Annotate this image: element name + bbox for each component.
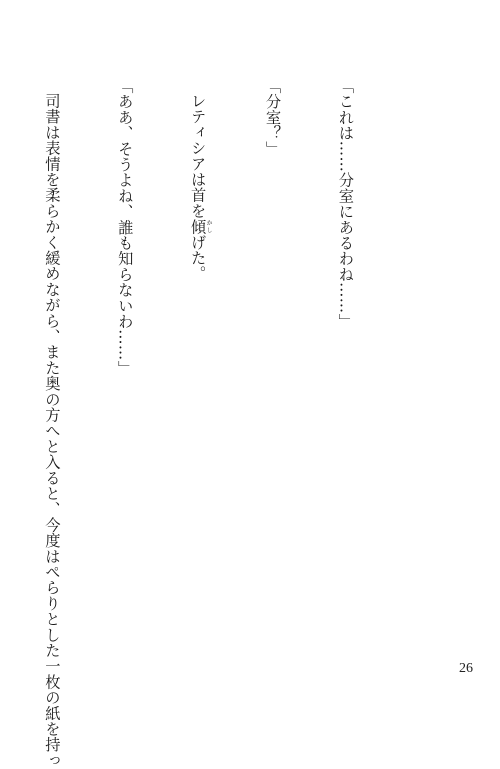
line-dialogue-2: 「分室？」 (263, 78, 282, 157)
page-number: 26 (459, 661, 473, 676)
line-dialogue-1: 「これは……分室にあるわね……」 (336, 78, 355, 330)
ruby-katamuketa-reading: かし (205, 218, 213, 235)
line-narration-3 (185, 78, 211, 653)
line-narration-3-text: レティシアは首を (188, 93, 207, 219)
ruby-katamuketa-base: 傾 (188, 218, 207, 235)
body-text (0, 78, 406, 769)
ruby-katamuketa (188, 218, 213, 235)
line-dialogue-4: 「ああ、そうよね、誰も知らないわ……」 (115, 78, 134, 377)
line-narration-3-tail: げた。 (188, 234, 207, 282)
line-narration-5: 司書は表情を柔らかく緩めながら、また奥の方へと入ると、今度はぺらりとした一枚の紙を持っ (42, 93, 61, 769)
